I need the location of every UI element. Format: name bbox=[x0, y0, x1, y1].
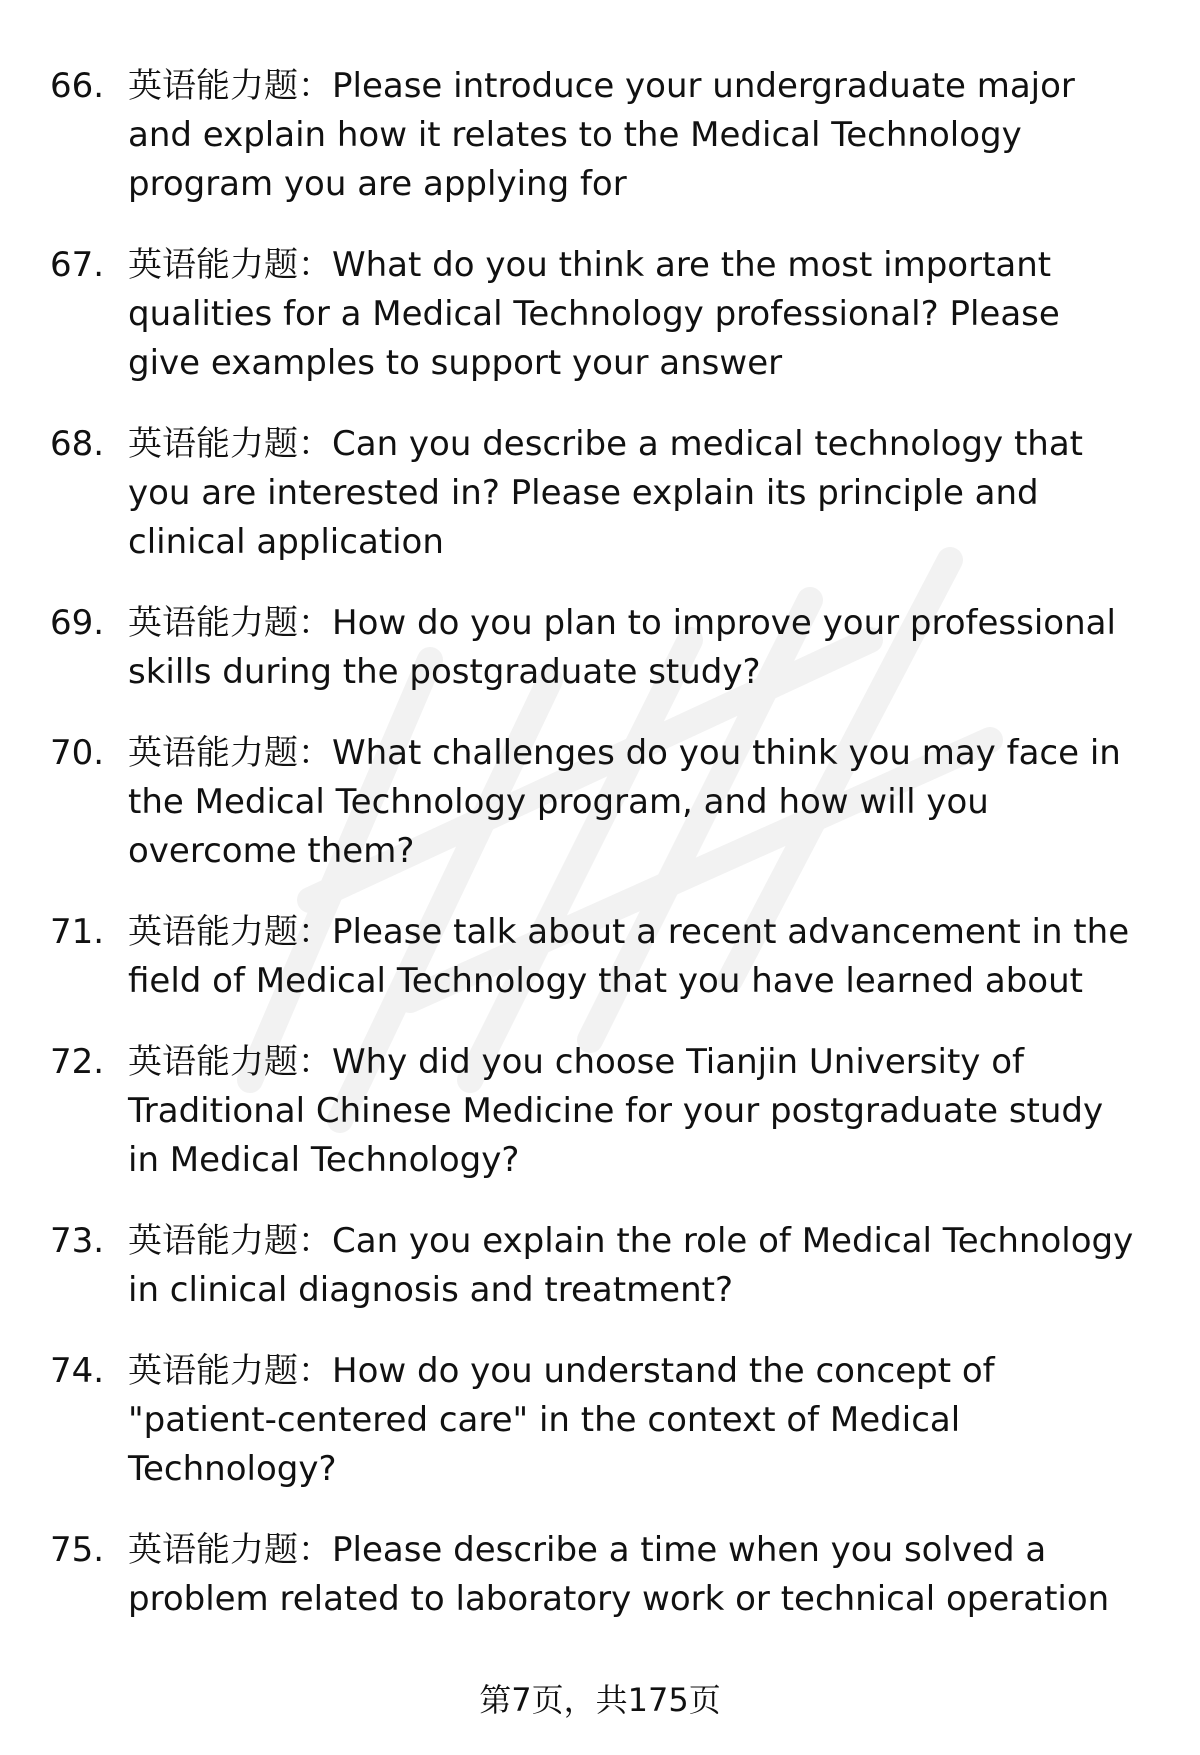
question-separator: ： bbox=[298, 1221, 332, 1261]
question-item bbox=[50, 241, 1160, 388]
question-category-tag: 英语能力题 bbox=[128, 245, 298, 285]
question-category-tag: 英语能力题 bbox=[128, 424, 298, 464]
question-separator: ： bbox=[298, 424, 332, 464]
question-number: 70. bbox=[50, 733, 105, 773]
question-text: Why did you choose Tianjin University of Traditional Chinese Medicine for your postgraduate study in Medical Technology? bbox=[128, 1042, 1104, 1180]
question-category-tag: 英语能力题 bbox=[128, 1042, 298, 1082]
question-category-tag: 英语能力题 bbox=[128, 603, 298, 643]
question-text: Please talk about a recent advancement in the field of Medical Technology that you have learned about bbox=[128, 912, 1130, 1001]
question-text: How do you understand the concept of "patient-centered care" in the context of Medical Technology? bbox=[128, 1351, 995, 1489]
question-separator: ： bbox=[298, 733, 332, 773]
question-body bbox=[128, 1526, 1160, 1624]
question-separator: ： bbox=[298, 912, 332, 952]
question-text: Please introduce your undergraduate major and explain how it relates to the Medical Technology program you are applying for bbox=[128, 66, 1075, 204]
question-item bbox=[50, 599, 1160, 697]
question-separator: ： bbox=[298, 245, 332, 285]
question-body bbox=[128, 420, 1160, 567]
question-separator: ： bbox=[298, 603, 332, 643]
question-number: 66. bbox=[50, 66, 105, 106]
question-body bbox=[128, 1038, 1160, 1185]
question-item bbox=[50, 908, 1160, 1006]
question-item bbox=[50, 1526, 1160, 1624]
question-item bbox=[50, 1347, 1160, 1494]
question-body bbox=[128, 1347, 1160, 1494]
question-category-tag: 英语能力题 bbox=[128, 912, 298, 952]
question-body bbox=[128, 729, 1160, 876]
question-text: What do you think are the most important qualities for a Medical Technology professional? Please give examples to support your answer bbox=[128, 245, 1060, 383]
question-item bbox=[50, 729, 1160, 876]
question-number: 72. bbox=[50, 1042, 105, 1082]
question-item bbox=[50, 1038, 1160, 1185]
question-category-tag: 英语能力题 bbox=[128, 1221, 298, 1261]
question-separator: ： bbox=[298, 1042, 332, 1082]
question-number: 67. bbox=[50, 245, 105, 285]
question-body bbox=[128, 599, 1160, 697]
question-text: Can you explain the role of Medical Technology in clinical diagnosis and treatment? bbox=[128, 1221, 1134, 1310]
question-body bbox=[128, 1217, 1160, 1315]
question-item bbox=[50, 1217, 1160, 1315]
question-category-tag: 英语能力题 bbox=[128, 1351, 298, 1391]
question-body bbox=[128, 908, 1160, 1006]
question-item bbox=[50, 420, 1160, 567]
page-number-footer: 第7页，共175页 bbox=[479, 1681, 721, 1719]
question-separator: ： bbox=[298, 66, 332, 106]
question-category-tag: 英语能力题 bbox=[128, 66, 298, 106]
question-body bbox=[128, 62, 1160, 209]
question-body bbox=[128, 241, 1160, 388]
question-item bbox=[50, 62, 1160, 209]
question-text: How do you plan to improve your professional skills during the postgraduate study? bbox=[128, 603, 1116, 692]
question-text: Please describe a time when you solved a problem related to laboratory work or technical operation bbox=[128, 1530, 1110, 1619]
question-number: 75. bbox=[50, 1530, 105, 1570]
question-separator: ： bbox=[298, 1351, 332, 1391]
question-number: 69. bbox=[50, 603, 105, 643]
question-separator: ： bbox=[298, 1530, 332, 1570]
question-number: 74. bbox=[50, 1351, 105, 1391]
question-number: 71. bbox=[50, 912, 105, 952]
question-text: Can you describe a medical technology that you are interested in? Please explain its principle and clinical application bbox=[128, 424, 1083, 562]
question-number: 73. bbox=[50, 1221, 105, 1261]
question-category-tag: 英语能力题 bbox=[128, 733, 298, 773]
question-text: What challenges do you think you may face in the Medical Technology program, and how will you overcome them? bbox=[128, 733, 1121, 871]
question-category-tag: 英语能力题 bbox=[128, 1530, 298, 1570]
question-list bbox=[50, 62, 1160, 1656]
question-number: 68. bbox=[50, 424, 105, 464]
